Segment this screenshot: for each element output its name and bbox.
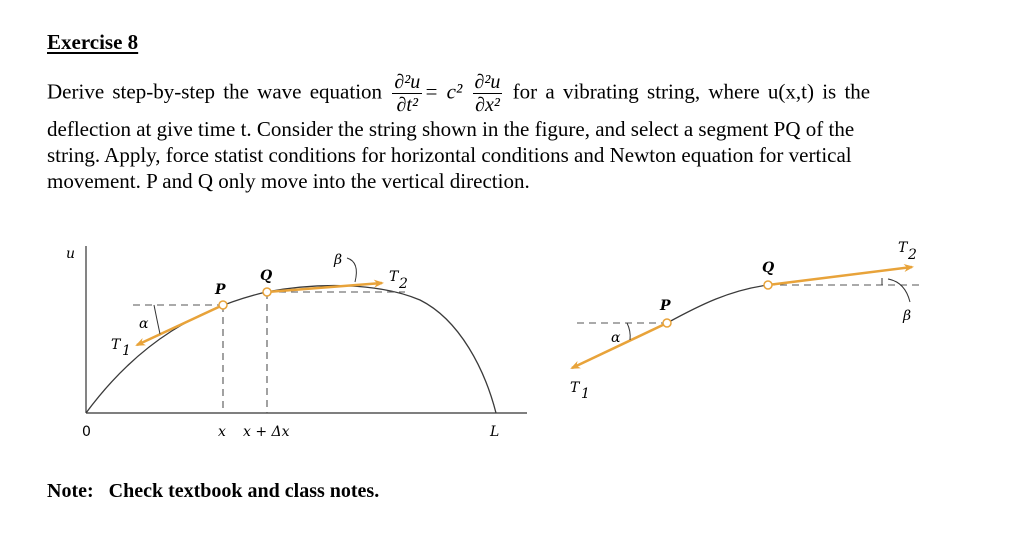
p-label-right: P <box>660 298 671 314</box>
t2-label: T <box>389 269 399 285</box>
t2-subscript-right: 2 <box>908 247 917 263</box>
line1-suffix: for a vibrating string, where u(x,t) is the <box>512 79 871 104</box>
rhs-denominator: ∂x² <box>475 94 500 116</box>
point-p-marker <box>219 301 227 309</box>
alpha-label-right: α <box>611 330 621 346</box>
l-label: L <box>490 424 500 440</box>
beta-arc <box>347 258 356 282</box>
exercise-heading: Exercise 8 <box>47 30 139 54</box>
origin-label: 0 <box>82 424 91 440</box>
beta-label-right: β <box>903 308 912 324</box>
segment-curve <box>667 285 768 323</box>
t2-label-right: T <box>898 240 908 256</box>
paragraph-line-2: deflection at give time t. Consider the string shown in the figure, and select a segment PQ of the <box>47 117 855 141</box>
note <box>47 480 379 503</box>
alpha-arc <box>154 305 160 334</box>
rhs-numerator: ∂²u <box>474 71 501 93</box>
equals-c-squared: = c² <box>424 79 463 104</box>
lhs-numerator: ∂²u <box>394 71 421 93</box>
left-figure <box>66 246 527 440</box>
tension-t2-arrow-right <box>768 267 912 285</box>
point-q-marker <box>263 288 271 296</box>
t1-label-right: T <box>570 380 580 396</box>
u-axis-label: u <box>66 246 76 262</box>
x-plus-dx-label: x + Δx <box>243 424 290 440</box>
lhs-denominator: ∂t² <box>396 94 418 116</box>
right-figure <box>570 240 920 402</box>
alpha-arc-right <box>627 323 630 340</box>
point-q-marker-right <box>764 281 772 289</box>
t1-label: T <box>111 337 121 353</box>
p-label: P <box>215 282 226 298</box>
note-label: Note: <box>47 480 94 502</box>
x-label: x <box>218 424 226 440</box>
point-p-marker-right <box>663 319 671 327</box>
tension-t1-arrow <box>137 305 223 345</box>
beta-arc-right <box>882 278 910 302</box>
paragraph-line-4: movement. P and Q only move into the vertical direction. <box>47 169 530 193</box>
line1-prefix: Derive step-by-step the wave equation <box>47 79 383 104</box>
alpha-label: α <box>139 316 149 332</box>
t1-subscript: 1 <box>122 343 131 359</box>
t1-subscript-right: 1 <box>581 386 590 402</box>
note-text: Check textbook and class notes. <box>108 480 380 502</box>
q-label: Q <box>260 268 273 284</box>
q-label-right: Q <box>762 260 775 276</box>
beta-label: β <box>334 252 343 268</box>
paragraph-line-3: string. Apply, force statist conditions for horizontal conditions and Newton equation for vertical <box>47 143 852 167</box>
t2-subscript: 2 <box>399 276 408 292</box>
